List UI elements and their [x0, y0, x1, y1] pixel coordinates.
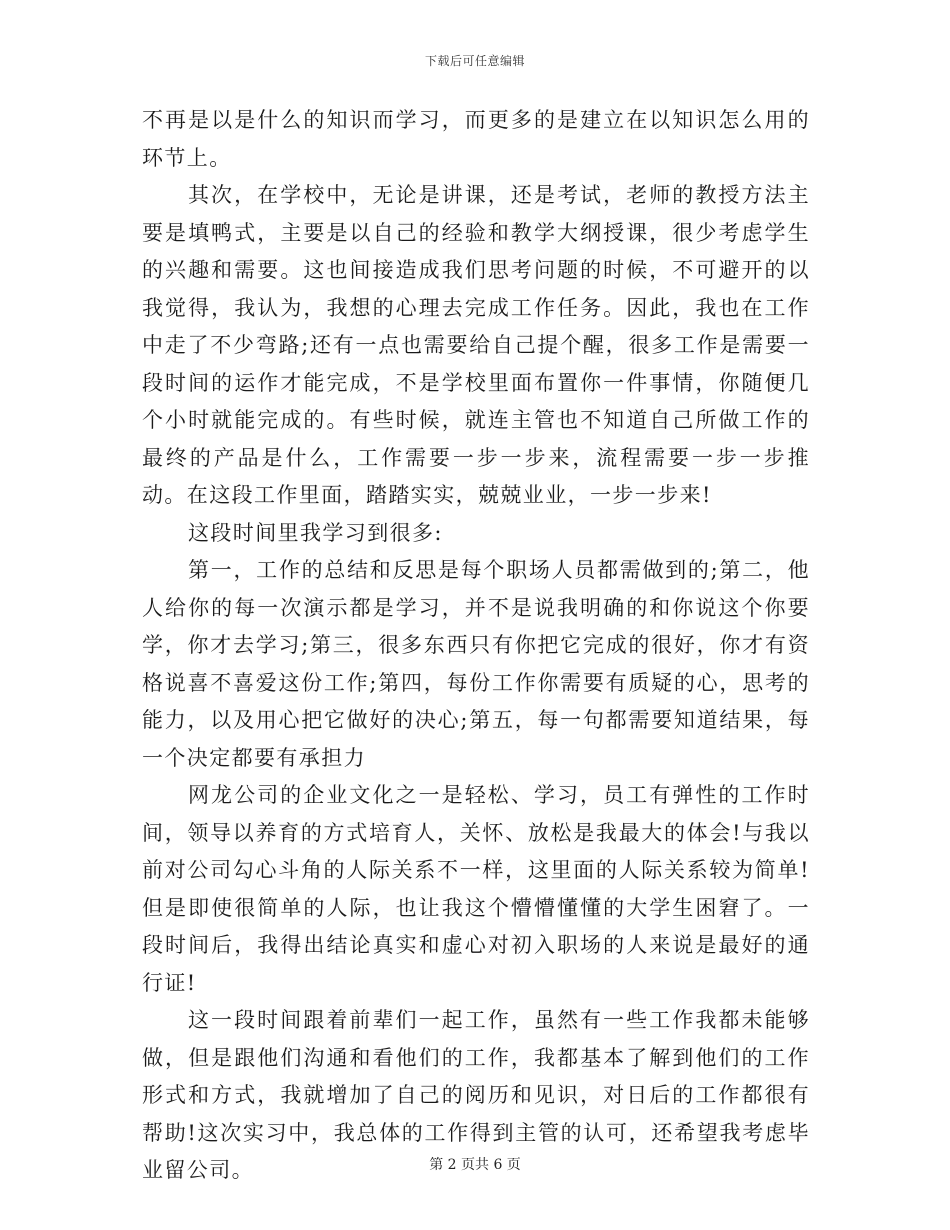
paragraph: 这一段时间跟着前辈们一起工作，虽然有一些工作我都未能够做，但是跟他们沟通和看他们的工作，我都基本了解到他们的工作形式和方式，我就增加了自己的阅历和见识，对日后的工作都很有帮助!这次实习中，我总体的工作得到主管的认可，还希望我考虑毕业留公司。 — [142, 1008, 810, 1182]
page-header: 下载后可任意编辑 — [424, 54, 525, 68]
paragraph: 第一，工作的总结和反思是每个职场人员都需做到的;第二，他人给你的每一次演示都是学习，并不是说我明确的和你说这个你要学，你才去学习;第三，很多东西只有你把它完成的很好，你才有资格说喜不喜爱这份工作;第四，每份工作你需要有质疑的心，思考的能力，以及用心把它做好的决心;第五，每一句都需要知道结果，每一个决定都要有承担力 — [142, 558, 810, 770]
paragraph: 这段时间里我学习到很多: — [188, 520, 443, 545]
paragraph: 其次，在学校中，无论是讲课，还是考试，老师的教授方法主要是填鸭式，主要是以自己的经验和教学大纲授课，很少考虑学生的兴趣和需要。这也间接造成我们思考问题的时候，不可避开的以我觉得，我认为，我想的心理去完成工作任务。因此，我也在工作中走了不少弯路;还有一点也需要给自己提个醒，很多工作是需要一段时间的运作才能完成，不是学校里面布置你一件事情，你随便几个小时就能完成的。有些时候，就连主管也不知道自己所做工作的最终的产品是什么，工作需要一步一步来，流程需要一步一步推动。在这段工作里面，踏踏实实，兢兢业业，一步一步来! — [142, 183, 810, 507]
document-body — [142, 102, 810, 1190]
paragraph: 网龙公司的企业文化之一是轻松、学习，员工有弹性的工作时间，领导以养育的方式培育人，关怀、放松是我最大的体会!与我以前对公司勾心斗角的人际关系不一样，这里面的人际关系较为简单!但是即使很简单的人际，也让我这个懵懵懂懂的大学生困窘了。一段时间后，我得出结论真实和虚心对初入职场的人来说是最好的通行证! — [142, 783, 810, 995]
page-number-footer: 第 2 页共 6 页 — [429, 1157, 521, 1173]
paragraph: 不再是以是什么的知识而学习，而更多的是建立在以知识怎么用的环节上。 — [142, 108, 810, 170]
